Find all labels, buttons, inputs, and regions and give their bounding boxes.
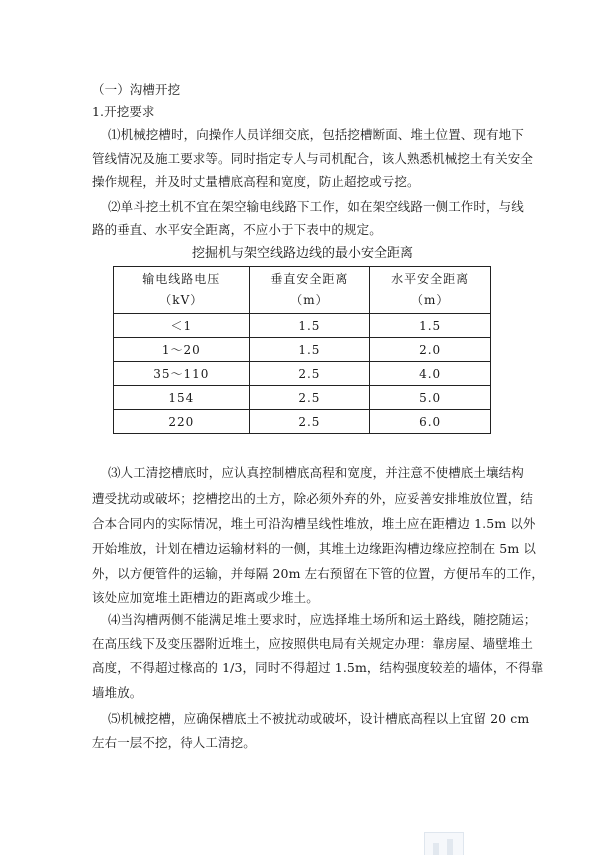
safety-distance-table bbox=[113, 266, 491, 434]
table-cell: 5.0 bbox=[370, 386, 491, 410]
header-voltage bbox=[114, 267, 250, 314]
paragraph-3-line-5: 外，以方便管件的运输，并每隔 20m 左右预留在下管的位置，方便吊车的工作， bbox=[92, 566, 545, 581]
paragraph-5-line-2: 左右一层不挖，待人工清挖。 bbox=[92, 735, 256, 750]
paragraph-1-line-1: ⑴机械挖槽时，向操作人员详细交底，包括挖槽断面、堆土位置、现有地下 bbox=[108, 127, 524, 142]
table-row bbox=[114, 338, 491, 362]
header-vertical-label: 垂直安全距离 bbox=[270, 272, 349, 286]
table-cell: 220 bbox=[114, 410, 250, 434]
paragraph-3-line-6: 该处应加宽堆土距槽边的距离或少堆土。 bbox=[92, 590, 319, 605]
table-cell: 4.0 bbox=[370, 362, 491, 386]
paragraph-3-line-3: 合本合同内的实际情况，堆土可沿沟槽呈线性堆放，堆土应在距槽边 1.5m 以外 bbox=[92, 516, 536, 531]
header-horizontal-unit: （m） bbox=[410, 293, 450, 307]
section-heading: （一）沟槽开挖 bbox=[92, 82, 181, 97]
table-cell: 1.5 bbox=[249, 338, 370, 362]
table-row bbox=[114, 386, 491, 410]
paragraph-1-line-2: 管线情况及施工要求等。同时指定专人与司机配合，该人熟悉机械挖土有关安全 bbox=[92, 151, 534, 166]
table-cell: 2.0 bbox=[370, 338, 491, 362]
table-cell: 1.5 bbox=[249, 314, 370, 338]
header-voltage-label: 输电线路电压 bbox=[142, 272, 221, 286]
header-horizontal-label: 水平安全距离 bbox=[391, 272, 470, 286]
table-cell: 2.5 bbox=[249, 362, 370, 386]
paragraph-4-line-1: ⑷当沟槽两侧不能满足堆土要求时，应选择堆土场所和运土路线，随挖随运； bbox=[108, 612, 537, 627]
table-cell: 1.5 bbox=[370, 314, 491, 338]
paragraph-3-line-2: 遭受扰动或破坏；挖槽挖出的土方，除必须外弃的外，应妥善安排堆放位置，结 bbox=[92, 491, 534, 506]
table-caption: 挖掘机与架空线路边线的最小安全距离 bbox=[191, 246, 413, 261]
table-cell: 154 bbox=[114, 386, 250, 410]
paragraph-2-line-2: 路的垂直、水平安全距离，不应小于下表中的规定。 bbox=[92, 222, 382, 237]
watermark-logo bbox=[424, 832, 464, 855]
header-voltage-unit: （kV） bbox=[159, 293, 204, 307]
table-cell: 35～110 bbox=[114, 362, 250, 386]
paragraph-4-line-2: 在高压线下及变压器附近堆土，应按照供电局有关规定办理：靠房屋、墙壁堆土 bbox=[92, 636, 534, 651]
paragraph-5-line-1: ⑸机械挖槽，应确保槽底土不被扰动或破坏，设计槽底高程以上宜留 20 cm bbox=[108, 711, 530, 726]
section-subheading: 1.开挖要求 bbox=[92, 104, 155, 119]
table-cell: 1～20 bbox=[114, 338, 250, 362]
table-header-row bbox=[114, 267, 491, 314]
header-horizontal bbox=[370, 267, 491, 314]
header-vertical-unit: （m） bbox=[290, 293, 329, 307]
table-cell: 6.0 bbox=[370, 410, 491, 434]
header-vertical bbox=[249, 267, 370, 314]
table-row bbox=[114, 314, 491, 338]
paragraph-2-line-1: ⑵单斗挖土机不宜在架空输电线路下工作，如在架空线路一侧工作时，与线 bbox=[108, 199, 524, 214]
table-cell: 2.5 bbox=[249, 410, 370, 434]
paragraph-3-line-1: ⑶人工清挖槽底时，应认真控制槽底高程和宽度，并注意不使槽底土壤结构 bbox=[108, 465, 524, 480]
paragraph-4-line-4: 墙堆放。 bbox=[92, 685, 143, 700]
paragraph-4-line-3: 高度，不得超过椽高的 1/3，同时不得超过 1.5m，结构强度较差的墙体，不得靠 bbox=[92, 660, 544, 675]
table-row bbox=[114, 362, 491, 386]
table-cell: ＜1 bbox=[114, 314, 250, 338]
table-cell: 2.5 bbox=[249, 386, 370, 410]
table-row bbox=[114, 410, 491, 434]
paragraph-3-line-4: 开始堆放，计划在槽边运输材料的一侧，其堆土边缘距沟槽边缘应控制在 5m 以 bbox=[92, 541, 536, 556]
paragraph-1-line-3: 操作规程，并及时丈量槽底高程和宽度，防止超挖或亏挖。 bbox=[92, 174, 420, 189]
